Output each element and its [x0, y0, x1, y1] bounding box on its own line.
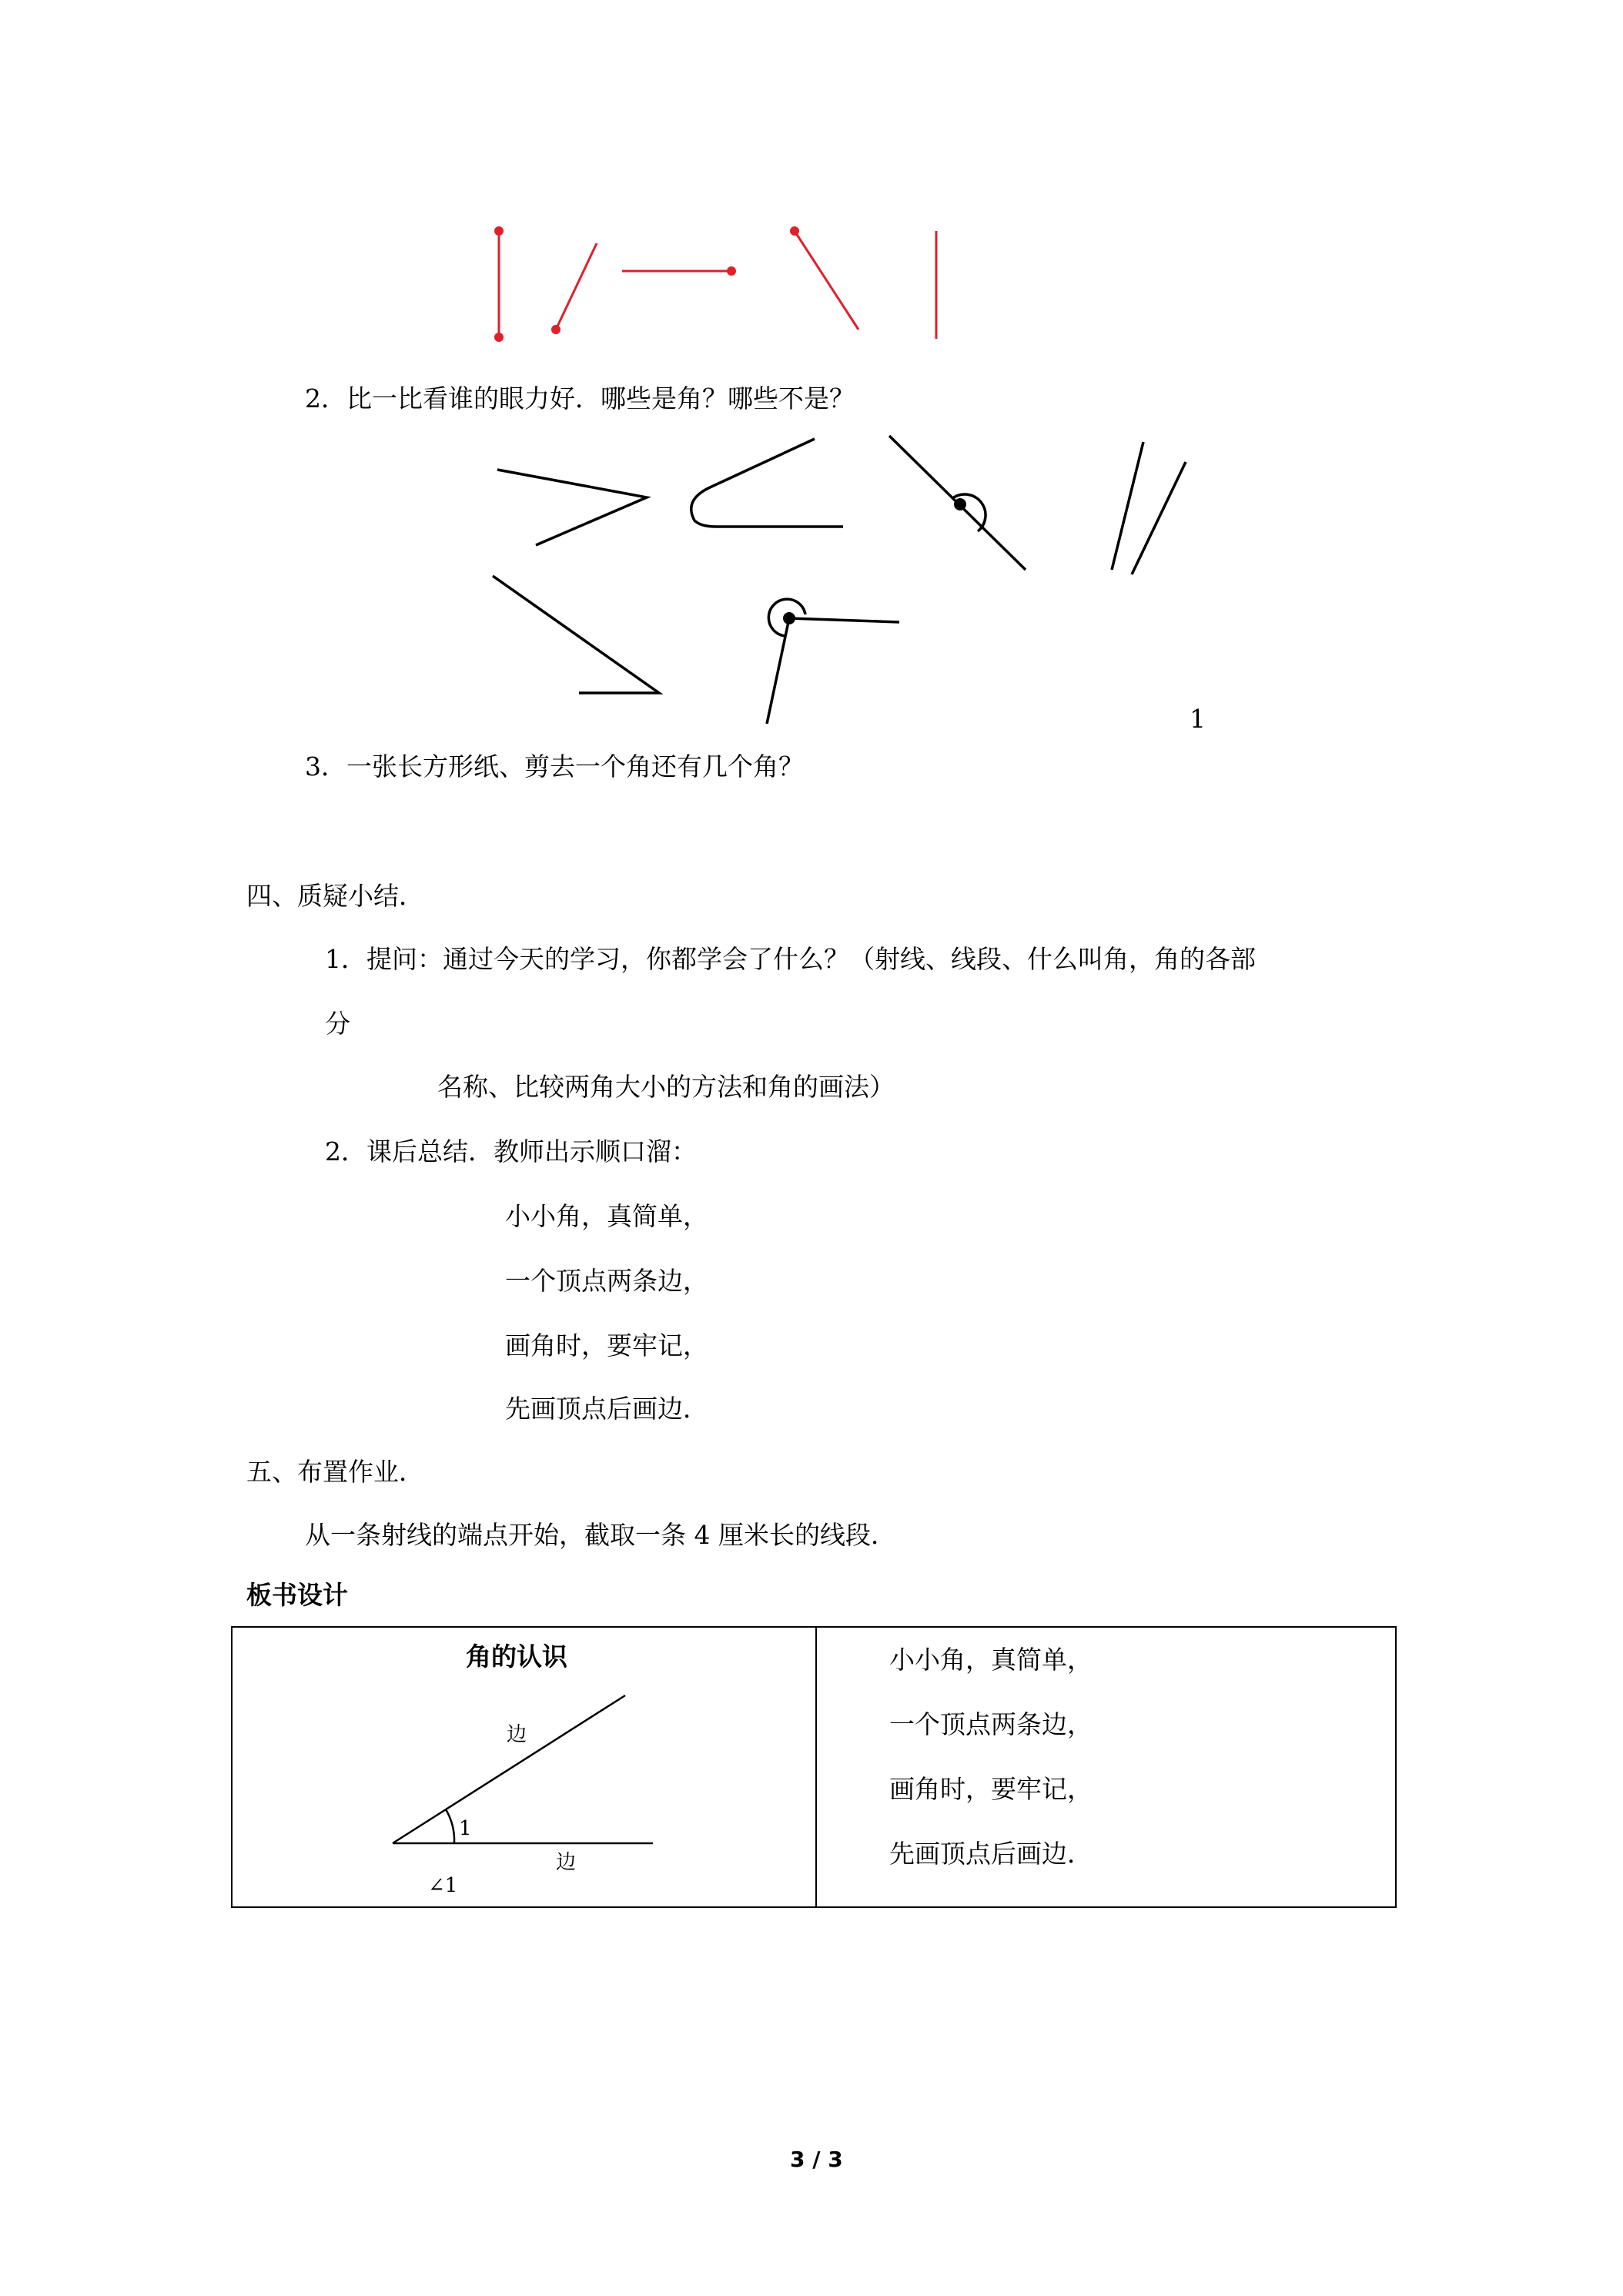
section-5-title: 五、布置作业．: [246, 1457, 424, 1487]
summary-1-line3: 名称、比较两角大小的方法和角的画法）: [437, 1072, 895, 1102]
table-divider: [815, 1628, 817, 1906]
vertex-dot: [783, 612, 795, 624]
board-design-table: [231, 1626, 1397, 1908]
shape-rounded-vertex: [691, 439, 843, 527]
rhyme-line: 一个顶点两条边，: [505, 1266, 708, 1296]
figure-number: 1: [1190, 704, 1206, 734]
homework-text: 从一条射线的端点开始，截取一条 4 厘米长的线段．: [305, 1520, 896, 1550]
board-rhyme-line: 画角时，要牢记，: [889, 1774, 1093, 1804]
angle-diagram: [233, 1628, 815, 1909]
exercise-2-text: 2．比一比看谁的眼力好．哪些是角？哪些不是？: [305, 383, 855, 413]
shape-reflex-side-1: [789, 618, 899, 622]
rhyme-line: 先画顶点后画边．: [505, 1394, 708, 1424]
page-footer: 3 / 3: [790, 2147, 843, 2172]
board-rhyme-line: 小小角，真简单，: [889, 1645, 1093, 1675]
shape-angle-open-left: [497, 470, 647, 545]
rhyme-line: 画角时，要牢记，: [505, 1330, 708, 1361]
shape-separate-line-2: [1132, 462, 1186, 574]
summary-1-line1: 1．提问：通过今天的学习，你都学会了什么？（射线、线段、什么叫角，角的各部: [325, 944, 1256, 974]
shape-separate-line-1: [1112, 442, 1143, 570]
side-label-lower: 边: [556, 1851, 577, 1874]
exercise-3-text: 3．一张长方形纸、剪去一个角还有几个角？: [305, 751, 804, 782]
section-4-title: 四、质疑小结．: [246, 881, 424, 911]
board-design-heading: 板书设计: [246, 1580, 348, 1610]
summary-1-line2: 分: [325, 1009, 350, 1039]
board-rhyme-line: 先画顶点后画边．: [889, 1839, 1093, 1869]
angle-label: 1: [459, 1817, 472, 1840]
angle-name: ∠1: [428, 1874, 458, 1897]
board-rhyme-line: 一个顶点两条边，: [889, 1709, 1093, 1739]
angle-side-upper: [393, 1695, 625, 1843]
shape-angle-triangle: [493, 576, 659, 693]
side-label-upper: 边: [507, 1723, 527, 1746]
rhyme-line: 小小角，真简单，: [505, 1201, 708, 1231]
board-title: 角的认识: [466, 1642, 567, 1672]
angle-arc: [446, 1809, 454, 1843]
summary-2-text: 2．课后总结．教师出示顺口溜：: [325, 1136, 697, 1166]
vertex-dot: [954, 498, 966, 510]
